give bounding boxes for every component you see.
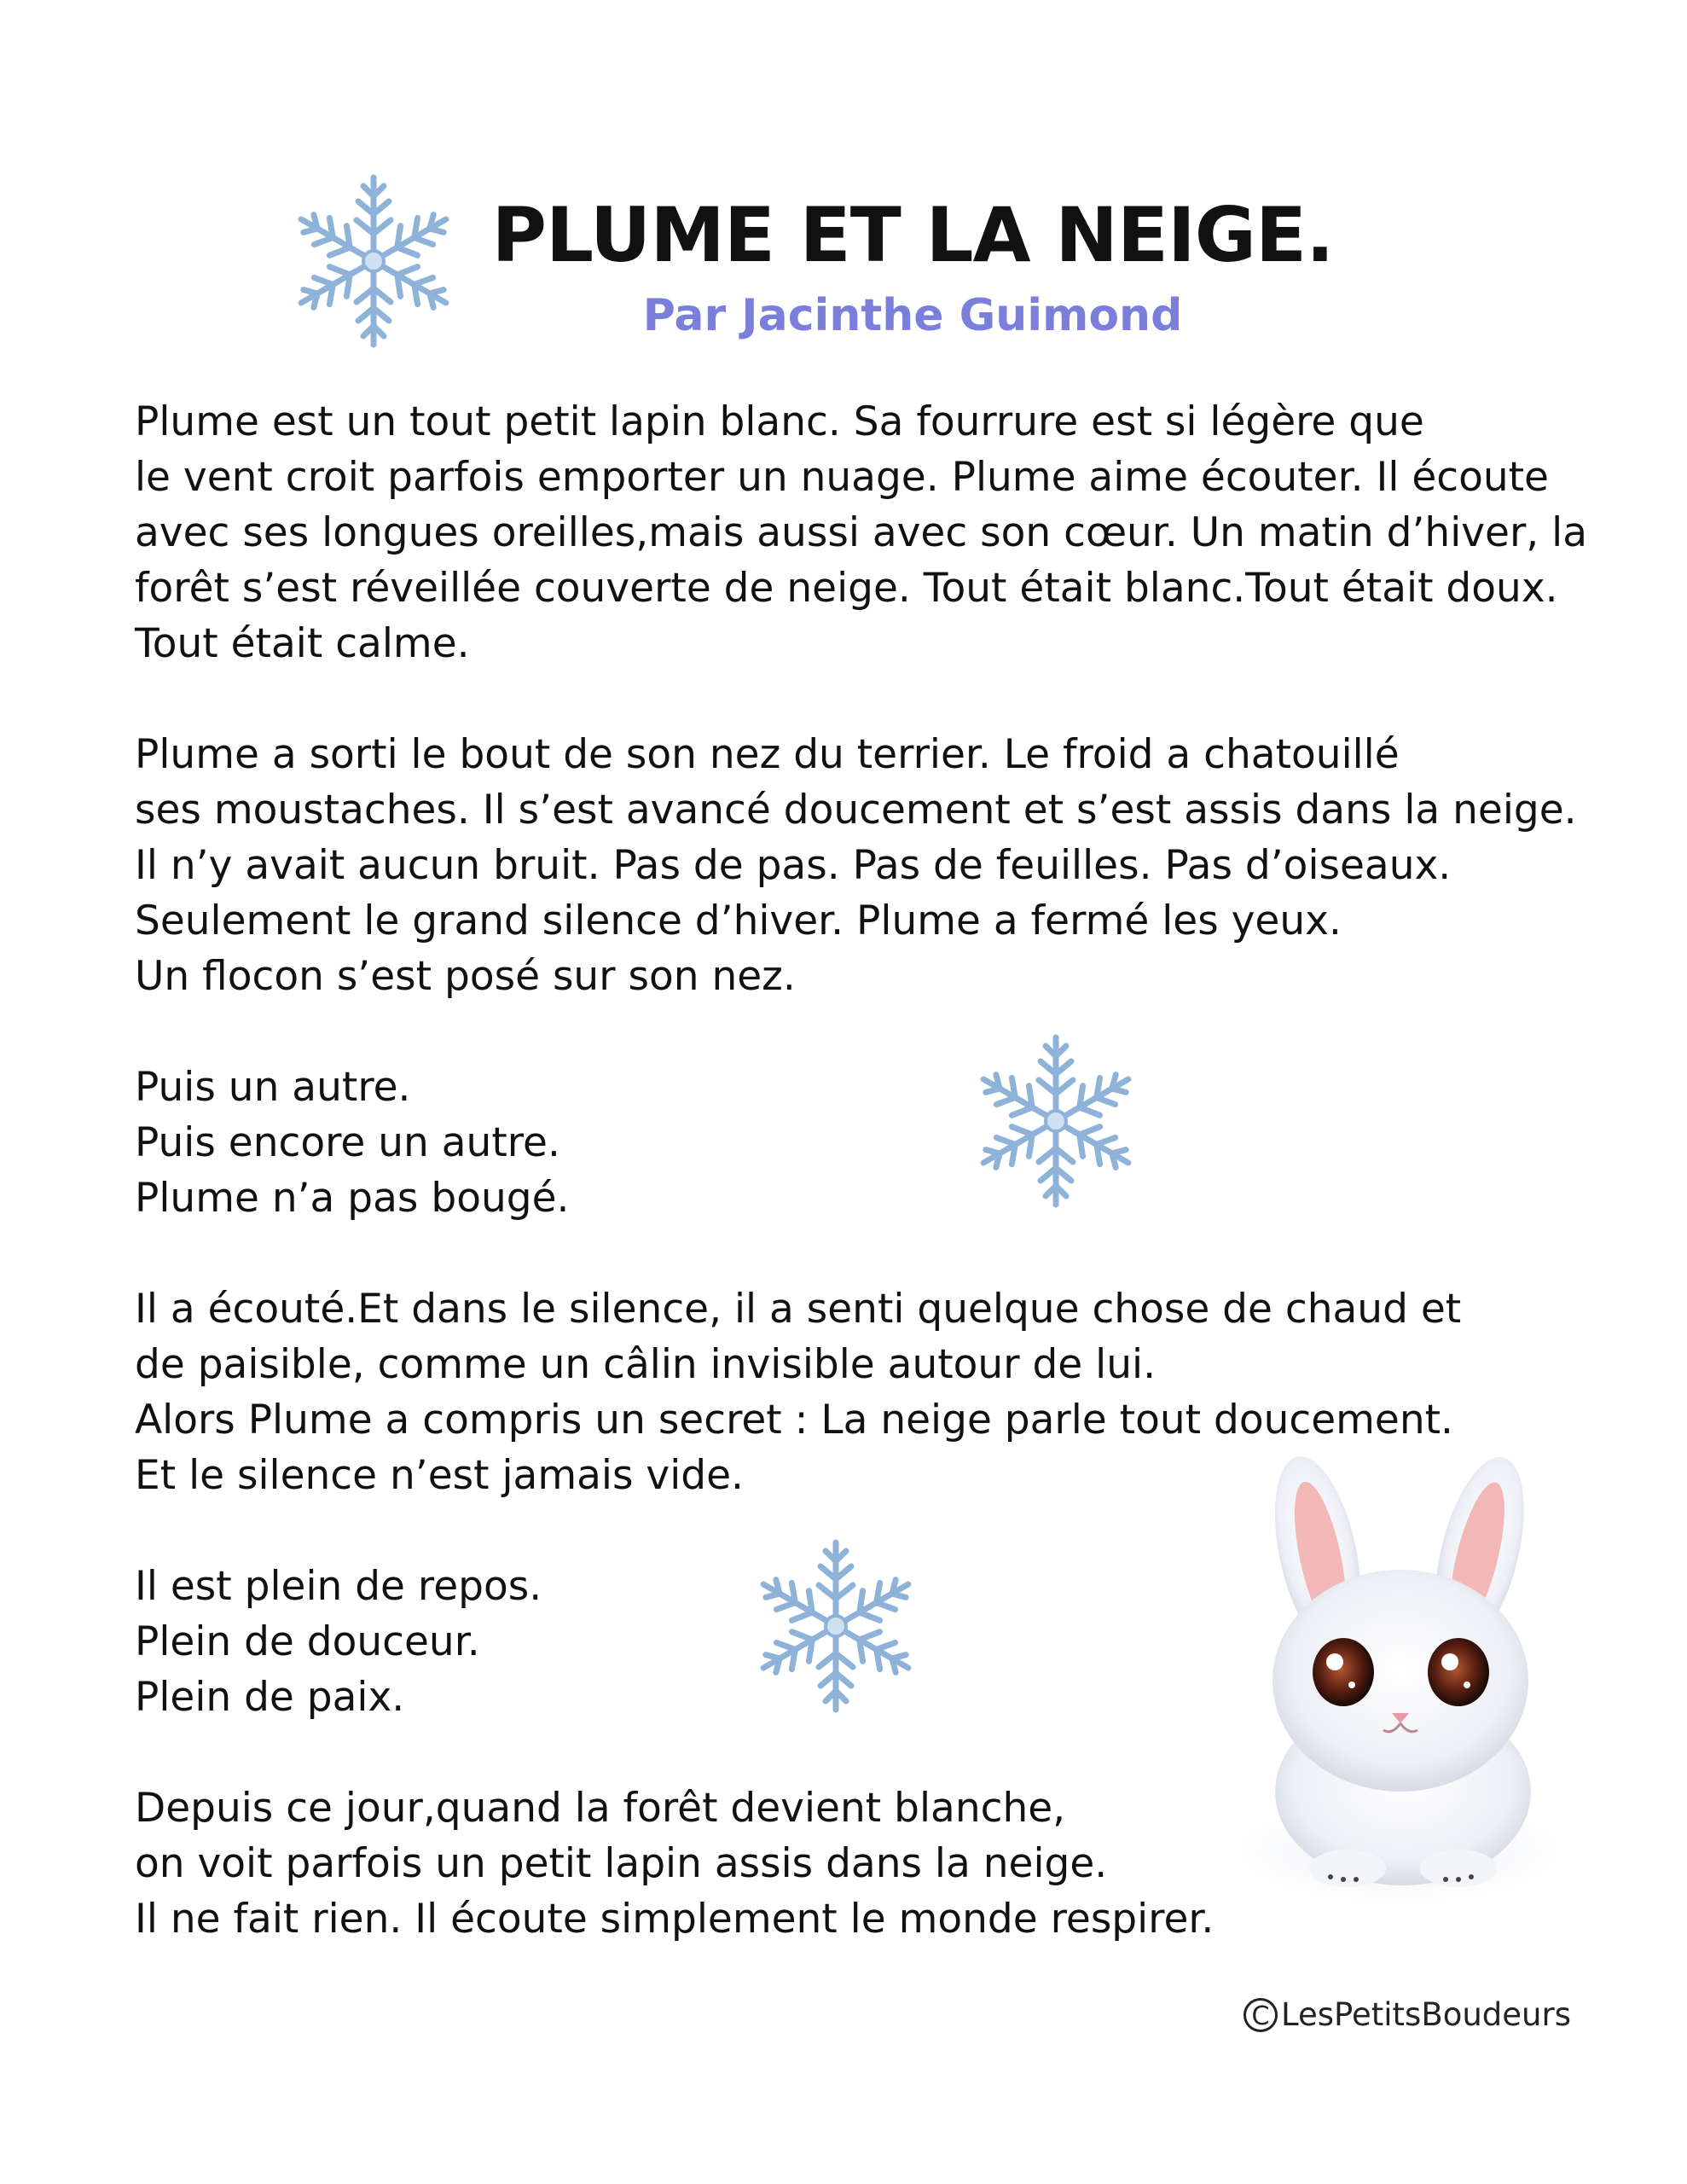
story-line: Plume n’a pas bougé. [135, 1175, 570, 1222]
copyright-notice [1244, 1996, 1571, 2033]
story-line: Seulement le grand silence d’hiver. Plume a fermé les yeux. [135, 897, 1342, 944]
story-line: ses moustaches. Il s’est avancé doucement et s’est assis dans la neige. [135, 787, 1577, 834]
page-title: PLUME ET LA NEIGE. [491, 191, 1334, 279]
story-line: on voit parfois un petit lapin assis dans la neige. [135, 1840, 1108, 1887]
story-line: Alors Plume a compris un secret : La neige parle tout doucement. [135, 1397, 1453, 1443]
story-paragraph [135, 1060, 1602, 1226]
story-line: Tout était calme. [135, 620, 470, 667]
story-line: forêt s’est réveillée couverte de neige. Tout était blanc.Tout était doux. [135, 565, 1558, 612]
story-line: le vent croit parfois emporter un nuage. Plume aime écouter. Il écoute [135, 454, 1549, 501]
story-line: Depuis ce jour,quand la forêt devient blanche, [135, 1785, 1066, 1832]
author-byline: Par Jacinthe Guimond [642, 290, 1183, 341]
story-line: Il est plein de repos. [135, 1563, 542, 1610]
story-line: Puis un autre. [135, 1064, 411, 1111]
story-line: Il a écouté.Et dans le silence, il a senti quelque chose de chaud et [135, 1286, 1462, 1333]
story-line: avec ses longues oreilles,mais aussi avec son cœur. Un matin d’hiver, la [135, 509, 1588, 556]
story-paragraph [135, 727, 1602, 1004]
white-bunny-illustration [1177, 1450, 1620, 1928]
snowflake-icon [288, 171, 459, 351]
story-line: Un flocon s’est posé sur son nez. [135, 953, 796, 1000]
story-line: Plume est un tout petit lapin blanc. Sa fourrure est si légère que [135, 398, 1424, 445]
story-line: de paisible, comme un câlin invisible autour de lui. [135, 1341, 1157, 1388]
story-paragraph [135, 394, 1602, 671]
story-line: Plein de douceur. [135, 1618, 480, 1665]
story-line: Plein de paix. [135, 1674, 405, 1721]
story-line: Plume a sorti le bout de son nez du terrier. Le froid a chatouillé [135, 731, 1400, 778]
story-line: Et le silence n’est jamais vide. [135, 1452, 744, 1499]
copyright-text: LesPetitsBoudeurs [1281, 1996, 1571, 2033]
bunny-icon [1177, 1450, 1620, 1928]
copyright-icon: C [1244, 1998, 1278, 2032]
story-line: Il n’y avait aucun bruit. Pas de pas. Pas de feuilles. Pas d’oiseaux. [135, 842, 1452, 889]
story-line: Il ne fait rien. Il écoute simplement le monde respirer. [135, 1896, 1215, 1943]
snowflake-icon-graphic [288, 171, 459, 351]
story-line: Puis encore un autre. [135, 1119, 560, 1166]
